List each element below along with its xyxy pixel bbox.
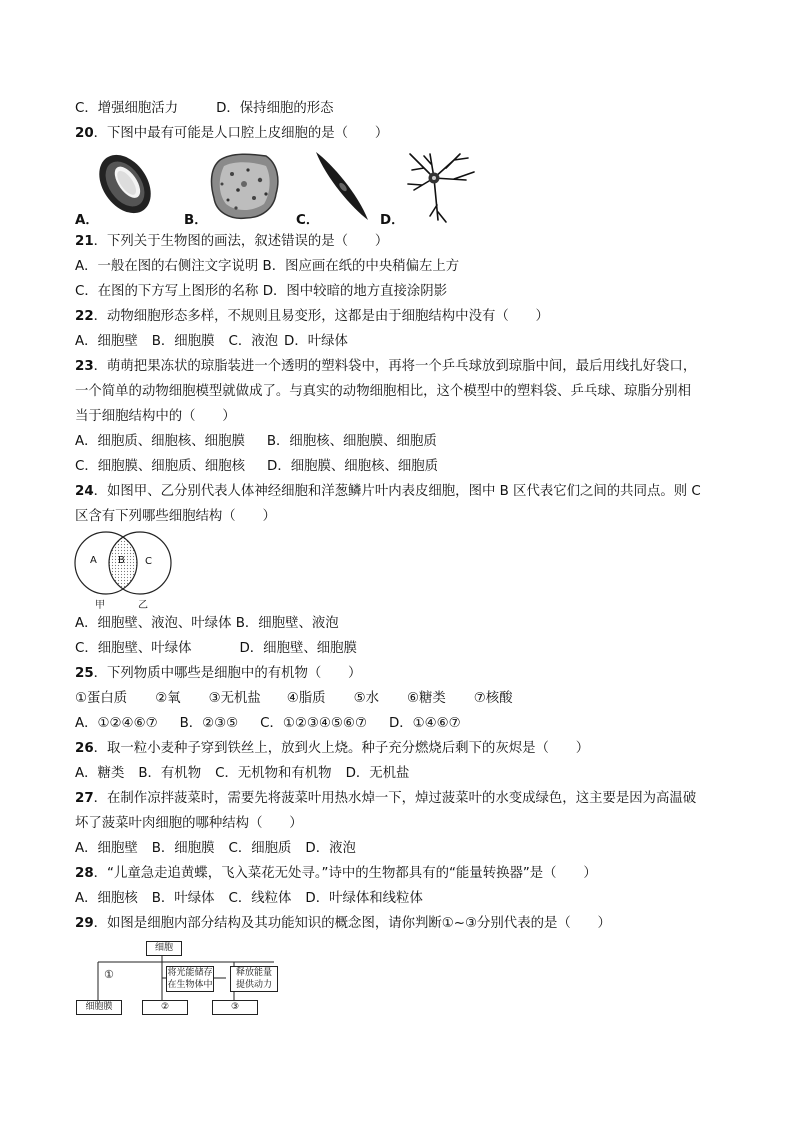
q20-label-a: A． — [75, 213, 99, 228]
q21-options-cd: C．在图的下方写上图形的名称 D．图中较暗的地方直接涂阴影 — [75, 284, 448, 299]
q23-stem-line1: 23．萌萌把果冻状的琼脂装进一个透明的塑料袋中，再将一个乒乓球放到琼脂中间，最后用线扎好袋口， — [75, 359, 697, 374]
q27-stem-line2: 坏了菠菜叶肉细胞的哪种结构（ ） — [75, 816, 303, 831]
q26-stem: 26．取一粒小麦种子穿到铁丝上，放到火上烧。种子充分燃烧后剩下的灰烬是（ ） — [75, 741, 590, 756]
q19-options — [75, 99, 334, 119]
q26-options: A．糖类 B．有机物 C．无机物和有机物 D．无机盐 — [75, 766, 410, 781]
q25-stem: 25．下列物质中哪些是细胞中的有机物（ ） — [75, 666, 362, 681]
venn-label-a: A — [90, 555, 97, 566]
q24-options-cd: C．细胞壁、叶绿体 D．细胞壁、细胞膜 — [75, 641, 357, 656]
venn-label-yi: 乙 — [138, 600, 148, 611]
q24-venn-diagram — [72, 531, 174, 611]
q27-options: A．细胞壁 B．细胞膜 C．细胞质 D．液泡 — [75, 841, 356, 856]
q23-stem-line3: 当于细胞结构中的（ ） — [75, 409, 236, 424]
concept-box-cell-membrane: 细胞膜 — [76, 1000, 122, 1015]
venn-label-jia: 甲 — [95, 600, 105, 611]
q20-figure-a-red-blood-cell — [92, 148, 158, 220]
q23-options-cd: C．细胞膜、细胞质、细胞核 D．细胞膜、细胞核、细胞质 — [75, 459, 439, 474]
venn-label-c: C — [145, 556, 152, 567]
q25-items: ①蛋白质 ②氧 ③无机盐 ④脂质 ⑤水 ⑥糖类 ⑦核酸 — [75, 691, 513, 706]
venn-label-b: B — [118, 555, 125, 566]
q27-stem-line1: 27．在制作凉拌菠菜时，需要先将菠菜叶用热水焯一下，焯过菠菜叶的水变成绿色，这主要是因为高温破 — [75, 791, 697, 806]
q28-options: A．细胞核 B．叶绿体 C．线粒体 D．叶绿体和线粒体 — [75, 891, 423, 906]
q20-label-b: B． — [184, 213, 208, 228]
concept-label-1: ① — [104, 968, 114, 981]
q29-stem: 29．如图是细胞内部分结构及其功能知识的概念图，请你判断①~③分别代表的是（ ） — [75, 916, 611, 931]
q28-stem: 28．“儿童急走追黄蝶，飞入菜花无处寻。”诗中的生物都具有的“能量转换器”是（ ） — [75, 866, 597, 881]
q24-stem-line1: 24．如图甲、乙分别代表人体神经细胞和洋葱鳞片叶内表皮细胞，图中 B 区代表它们之间的共同点。则 C — [75, 484, 701, 499]
q24-options-ab: A．细胞壁、液泡、叶绿体 B．细胞壁、液泡 — [75, 616, 339, 631]
concept-box-2: ② — [142, 1000, 188, 1015]
q23-stem-line2: 一个简单的动物细胞模型就做成了。与真实的动物细胞相比，这个模型中的塑料袋、乒乓球、琼脂分别相 — [75, 384, 691, 399]
q20-figure-d-nerve-cell — [404, 150, 480, 224]
q24-stem-line2: 区含有下列哪些细胞结构（ ） — [75, 509, 276, 524]
q21-options-ab: A．一般在图的右侧注文字说明 B．图应画在纸的中央稍偏左上方 — [75, 259, 460, 274]
q25-options: A．①②④⑥⑦ B．②③⑤ C．①②③④⑤⑥⑦ D．①④⑥⑦ — [75, 716, 461, 731]
q20-stem: 20．下图中最有可能是人口腔上皮细胞的是（ ） — [75, 126, 389, 141]
concept-box-store-light-energy: 将光能储存 在生物体中 — [167, 968, 213, 990]
concept-box-3: ③ — [212, 1000, 258, 1015]
q23-options-ab: A．细胞质、细胞核、细胞膜 B．细胞核、细胞膜、细胞质 — [75, 434, 437, 449]
q19-option-d: D．保持细胞的形态 — [216, 101, 334, 116]
concept-box-cell: 细胞 — [146, 941, 182, 956]
q20-label-d: D． — [380, 213, 405, 228]
q20-figure-b-epithelial-cell — [208, 150, 284, 222]
q20-figure-c-muscle-cell — [312, 148, 372, 224]
q22-stem: 22．动物细胞形态多样，不规则且易变形，这都是由于细胞结构中没有（ ） — [75, 309, 549, 324]
q22-options: A．细胞壁 B．细胞膜 C．液泡 D．叶绿体 — [75, 334, 348, 349]
concept-box-release-energy: 释放能量 提供动力 — [230, 966, 278, 992]
q20-label-c: C． — [296, 213, 320, 228]
q19-option-c: C．增强细胞活力 — [75, 101, 179, 116]
q21-stem: 21．下列关于生物图的画法，叙述错误的是（ ） — [75, 234, 389, 249]
